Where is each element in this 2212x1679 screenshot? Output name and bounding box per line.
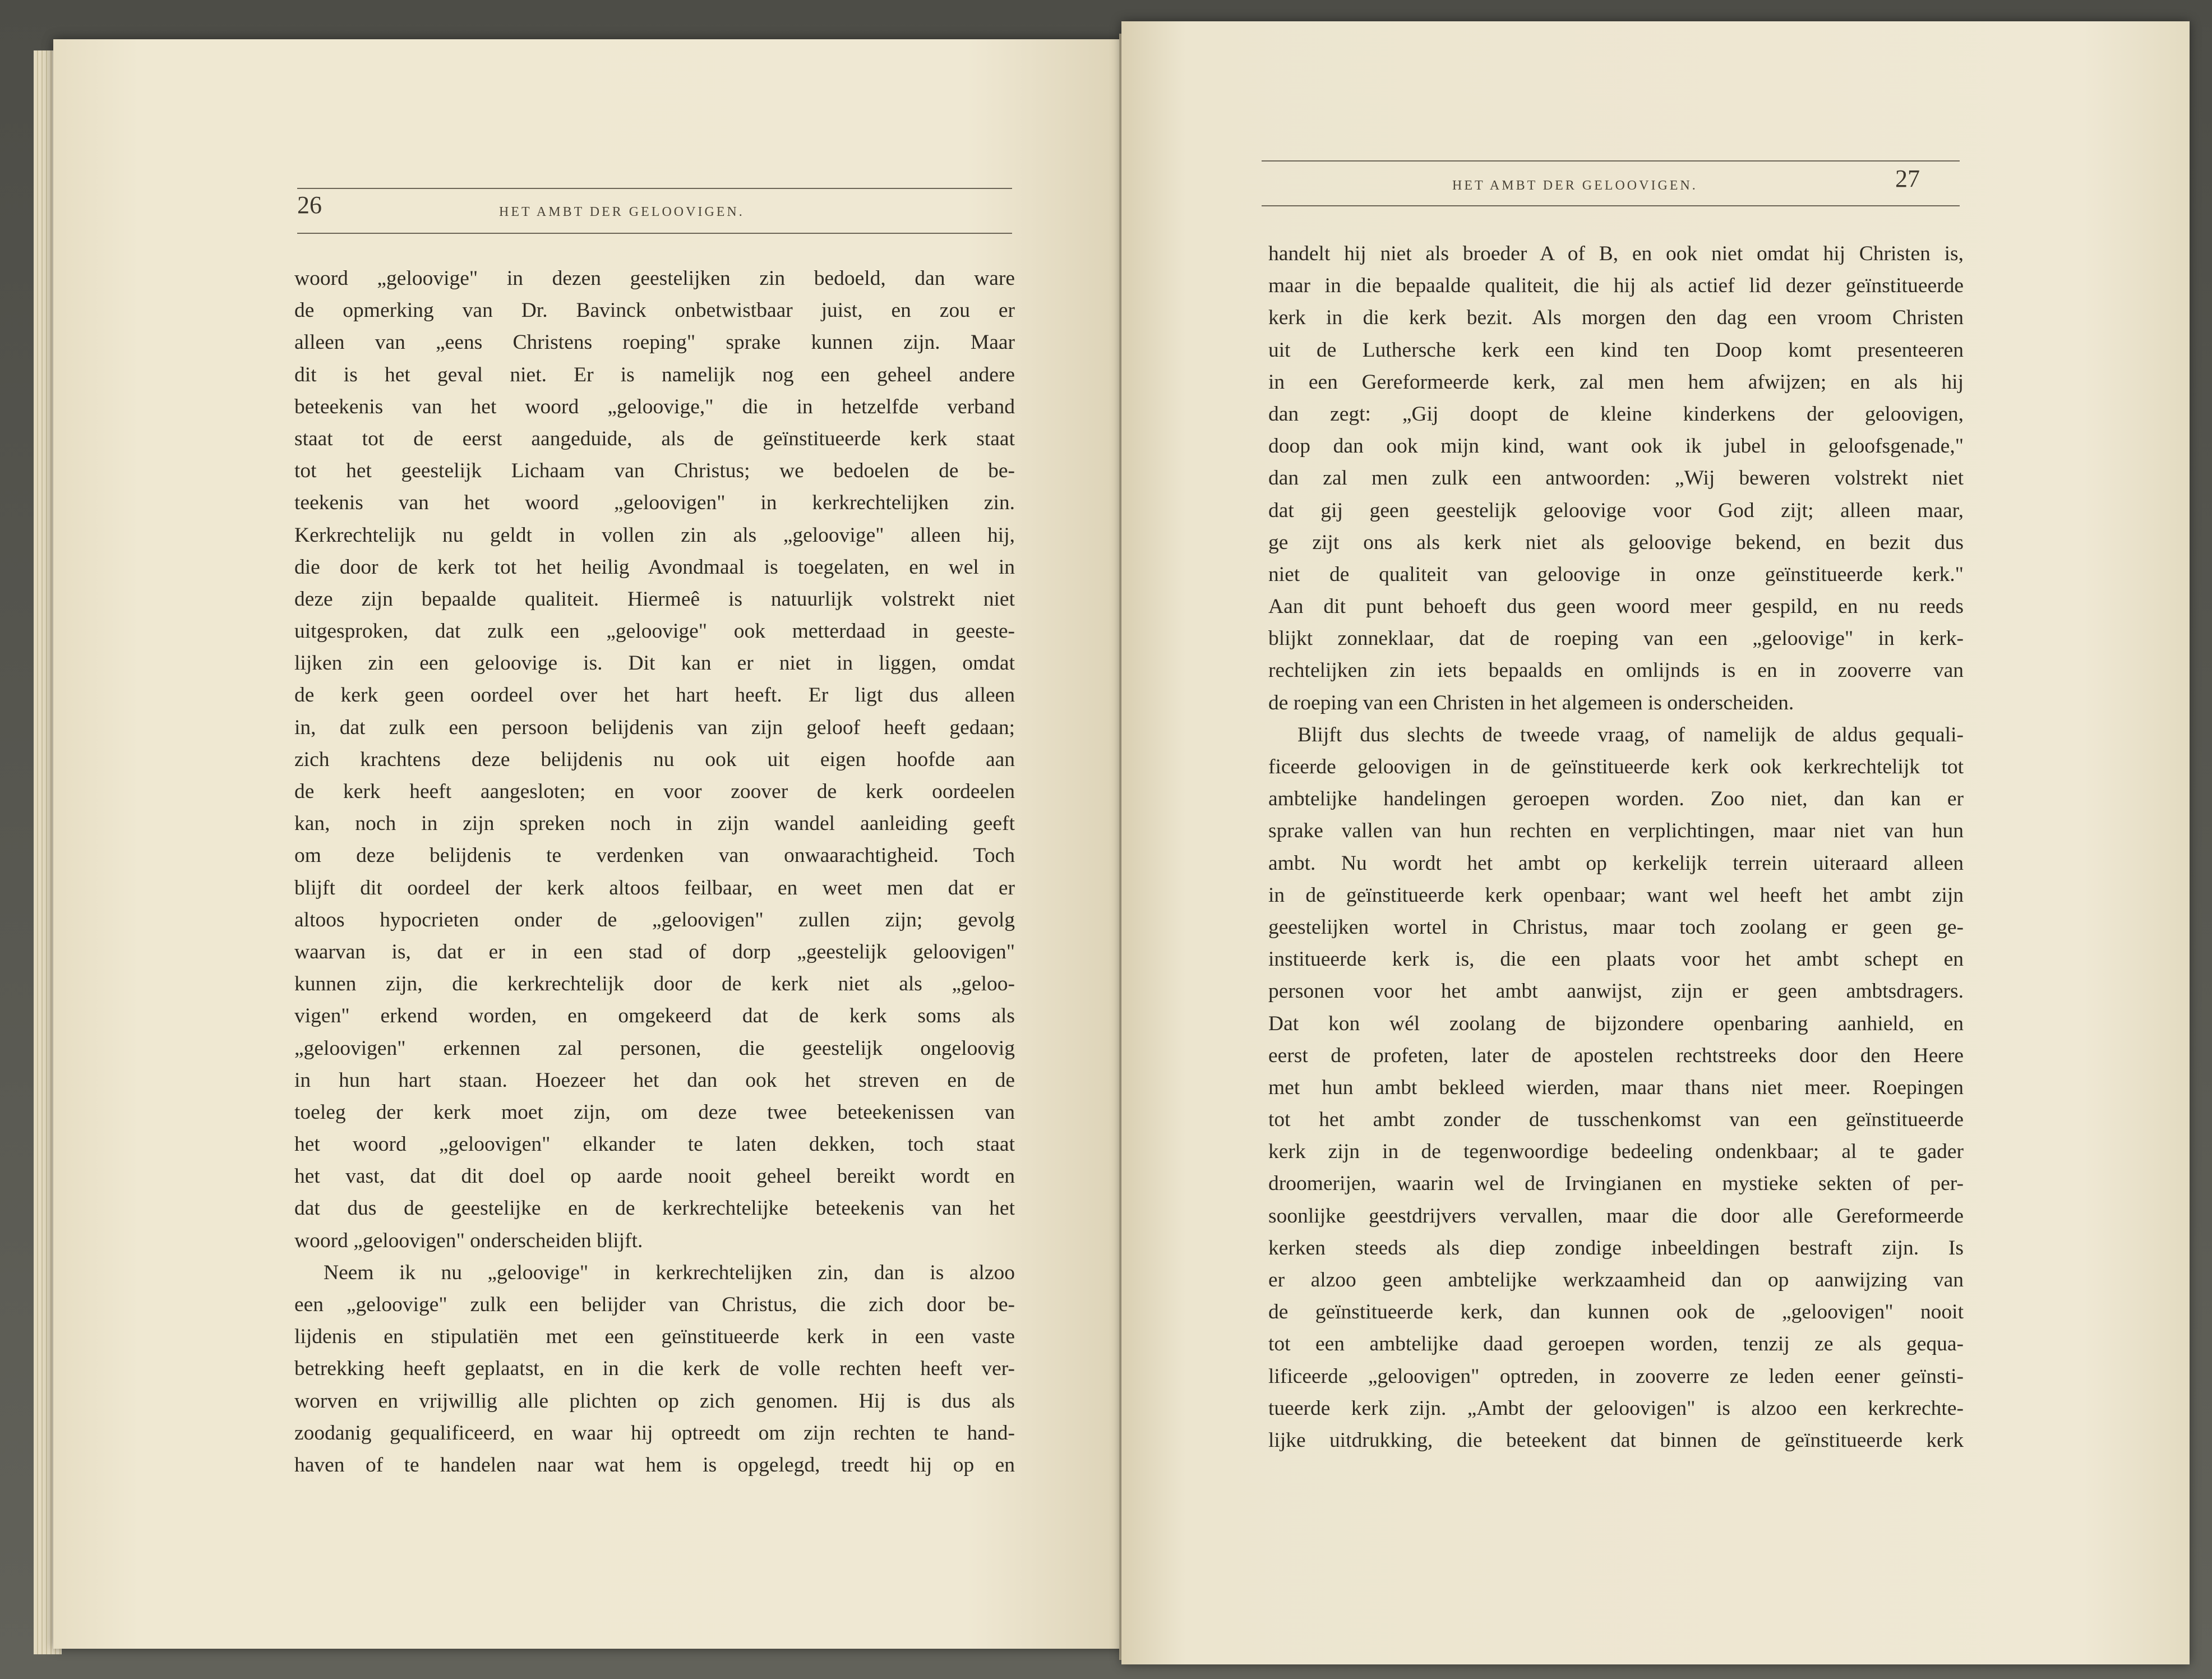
text-line: haven of te handelen naar wat hem is opgelegd, treedt hij op en bbox=[294, 1453, 1015, 1477]
text-line: toeleg der kerk moet zijn, om deze twee beteekenissen van bbox=[294, 1100, 1015, 1124]
text-line: dan zal men zulk een antwoorden: „Wij beweren volstrekt niet bbox=[1268, 467, 1964, 490]
text-line: staat tot de eerst aangeduide, als de geïnstitueerde kerk staat bbox=[294, 427, 1015, 450]
text-line: uit de Luthersche kerk een kind ten Doop komt presenteeren bbox=[1268, 338, 1964, 362]
text-line: in, dat zulk een persoon belijdenis van zijn geloof heeft gedaan; bbox=[294, 716, 1015, 739]
text-line: doop dan ook mijn kind, want ook ik jubel in geloofsgenade," bbox=[1268, 435, 1964, 458]
text-line: personen voor het ambt aanwijst, zijn er geen ambtsdragers. bbox=[1268, 980, 1964, 1003]
page-number: 27 bbox=[1895, 165, 1920, 192]
text-line: de kerk heeft aangesloten; en voor zoover de kerk oordeelen bbox=[294, 780, 1015, 803]
text-line: dan zegt: „Gij doopt de kleine kinderkens der geloovigen, bbox=[1268, 402, 1964, 426]
text-line: Kerkrechtelijk nu geldt in vollen zin als „geloovige" alleen hij, bbox=[294, 523, 1015, 547]
text-line: het woord „geloovigen" elkander te laten dekken, toch staat bbox=[294, 1133, 1015, 1156]
text-line: lificeerde „geloovigen" optreden, in zooverre ze leden eener geïnsti- bbox=[1268, 1364, 1964, 1388]
text-line: niet de qualiteit van geloovige in onze geïnstitueerde kerk." bbox=[1268, 562, 1964, 586]
text-line: ambtelijke handelingen geroepen worden. Zoo niet, dan kan er bbox=[1268, 787, 1964, 811]
text-line: waarvan is, dat er in een stad of dorp „geestelijk geloovigen" bbox=[294, 940, 1015, 963]
text-line: een „geloovige" zulk een belijder van Christus, die zich door be- bbox=[294, 1293, 1015, 1316]
running-head: HET AMBT DER GELOOVIGEN. bbox=[499, 205, 745, 219]
text-line: woord „geloovigen" onderscheiden blijft. bbox=[294, 1229, 643, 1252]
text-line: Neem ik nu „geloovige" in kerkrechtelijken zin, dan is alzoo bbox=[324, 1261, 1015, 1284]
header-rule-top bbox=[1262, 160, 1960, 162]
text-line: tot het geestelijk Lichaam van Christus; we bedoelen de be- bbox=[294, 459, 1015, 483]
text-line: zich krachtens deze belijdenis nu ook uit eigen hoofde aan bbox=[294, 748, 1015, 771]
text-line: kerk zijn in de tegenwoordige bedeeling ondenkbaar; al te gader bbox=[1268, 1140, 1964, 1164]
left-page bbox=[53, 39, 1129, 1649]
text-line: blijkt zonneklaar, dat de roeping van een „geloovige" in kerk- bbox=[1268, 627, 1964, 651]
text-line: ge zijt ons als kerk niet als geloovige bekend, en bezit dus bbox=[1268, 531, 1964, 554]
text-line: droomerijen, waarin wel de Irvingianen en mystieke sekten of per- bbox=[1268, 1172, 1964, 1196]
text-line: kan, noch in zijn spreken noch in zijn wandel aanleiding geeft bbox=[294, 812, 1015, 836]
text-line: uitgesproken, dat zulk een „geloovige" ook metterdaad in geeste- bbox=[294, 620, 1015, 643]
page-number: 26 bbox=[297, 191, 322, 219]
text-line: kerk in die kerk bezit. Als morgen den dag een vroom Christen bbox=[1268, 306, 1964, 330]
text-line: de kerk geen oordeel over het hart heeft. Er ligt dus alleen bbox=[294, 684, 1015, 707]
text-line: in een Gereformeerde kerk, zal men hem afwijzen; en als hij bbox=[1268, 370, 1964, 394]
text-line: eerst de profeten, later de apostelen rechtstreeks door den Heere bbox=[1268, 1044, 1964, 1067]
text-line: het vast, dat dit doel op aarde nooit geheel bereikt wordt en bbox=[294, 1165, 1015, 1188]
text-line: geestelijken wortel in Christus, maar toch zoolang er geen ge- bbox=[1268, 915, 1964, 939]
text-line: de geïnstitueerde kerk, dan kunnen ook de „geloovigen" nooit bbox=[1268, 1300, 1964, 1324]
text-line: dat dus de geestelijke en de kerkrechtelijke beteekenis van het bbox=[294, 1197, 1015, 1220]
text-line: alleen van „eens Christens roeping" sprake kunnen zijn. Maar bbox=[294, 331, 1015, 354]
text-line: altoos hypocrieten onder de „geloovigen" zullen zijn; gevolg bbox=[294, 908, 1015, 931]
text-line: tot een ambtelijke daad geroepen worden, tenzij ze als gequa- bbox=[1268, 1332, 1964, 1356]
text-line: die door de kerk tot het heilig Avondmaal is toegelaten, en wel in bbox=[294, 555, 1015, 579]
text-line: kunnen zijn, die kerkrechtelijk door de kerk niet als „geloo- bbox=[294, 972, 1015, 996]
text-line: de opmerking van Dr. Bavinck onbetwistbaar juist, en zou er bbox=[294, 299, 1015, 322]
text-line: Dat kon wél zoolang de bijzondere openbaring aanhield, en bbox=[1268, 1012, 1964, 1035]
text-line: in de geïnstitueerde kerk openbaar; want wel heeft het ambt zijn bbox=[1268, 883, 1964, 907]
text-line: vigen" erkend worden, en omgekeerd dat de kerk soms als bbox=[294, 1004, 1015, 1028]
header-rule-bottom bbox=[297, 233, 1012, 234]
text-line: kerken steeds als diep zondige inbeeldingen bestraft zijn. Is bbox=[1268, 1236, 1964, 1260]
text-line: in hun hart staan. Hoezeer het dan ook het streven en de bbox=[294, 1068, 1015, 1092]
text-line: de roeping van een Christen in het algemeen is onderscheiden. bbox=[1268, 691, 1794, 714]
text-line: institueerde kerk is, die een plaats voor het ambt schept en bbox=[1268, 948, 1964, 971]
running-head: HET AMBT DER GELOOVIGEN. bbox=[1452, 178, 1698, 193]
text-line: beteekenis van het woord „geloovige," die in hetzelfde verband bbox=[294, 395, 1015, 418]
text-line: lijken zin een geloovige is. Dit kan er niet in liggen, omdat bbox=[294, 652, 1015, 675]
left-body-text bbox=[294, 262, 1015, 1481]
text-line: tueerde kerk zijn. „Ambt der geloovigen" is alzoo een kerkrechte- bbox=[1268, 1396, 1964, 1420]
text-line: met hun ambt bekleed wierden, maar thans niet meer. Roepingen bbox=[1268, 1076, 1964, 1099]
text-line: sprake vallen van hun rechten en verplichtingen, maar niet van hun bbox=[1268, 819, 1964, 843]
header-rule-top bbox=[297, 188, 1012, 189]
text-line: er alzoo geen ambtelijke werkzaamheid dan op aanwijzing van bbox=[1268, 1269, 1964, 1291]
text-line: lijke uitdrukking, die beteekent dat binnen de geïnstitueerde kerk bbox=[1268, 1428, 1964, 1452]
text-line: „geloovigen" erkennen zal personen, die geestelijk ongeloovig bbox=[294, 1036, 1015, 1060]
text-line: woord „geloovige" in dezen geestelijken zin bedoeld, dan ware bbox=[294, 267, 1015, 290]
text-line: Aan dit punt behoeft dus geen woord meer gespild, en nu reeds bbox=[1268, 595, 1964, 619]
text-line: maar in die bepaalde qualiteit, die hij als actief lid dezer geïnstitueerde bbox=[1268, 274, 1964, 298]
text-line: Blijft dus slechts de tweede vraag, of namelijk de aldus gequali- bbox=[1297, 723, 1964, 746]
text-line: deze zijn bepaalde qualiteit. Hiermeê is natuurlijk volstrekt niet bbox=[294, 587, 1015, 611]
text-line: blijft dit oordeel der kerk altoos feilbaar, en weet men dat er bbox=[294, 876, 1015, 900]
text-line: tot het ambt zonder de tusschenkomst van een geïnstitueerde bbox=[1268, 1108, 1964, 1132]
text-line: worven en vrijwillig alle plichten op zich genomen. Hij is dus als bbox=[294, 1389, 1015, 1413]
text-line: om deze belijdenis te verdenken van onwaarachtigheid. Toch bbox=[294, 844, 1015, 868]
right-page bbox=[1121, 21, 2190, 1664]
right-body-text bbox=[1268, 238, 1964, 1456]
header-rule-bottom bbox=[1262, 205, 1960, 206]
text-line: lijdenis en stipulatiën met een geïnstitueerde kerk in een vaste bbox=[294, 1325, 1015, 1349]
text-line: zoodanig gequalificeerd, en waar hij optreedt om zijn rechten te hand- bbox=[294, 1421, 1015, 1445]
text-line: rechtelijken zin iets bepaalds en omlijnds is en in zooverre van bbox=[1268, 659, 1964, 682]
text-line: teekenis van het woord „geloovigen" in kerkrechtelijken zin. bbox=[294, 491, 1015, 515]
text-line: soonlijke geestdrijvers vervallen, maar die door alle Gereformeerde bbox=[1268, 1204, 1964, 1228]
text-line: dit is het geval niet. Er is namelijk nog een geheel andere bbox=[294, 363, 1015, 386]
text-line: handelt hij niet als broeder A of B, en ook niet omdat hij Christen is, bbox=[1268, 242, 1964, 265]
text-line: ficeerde geloovigen in de geïnstitueerde kerk ook kerkrechtelijk tot bbox=[1268, 755, 1964, 778]
text-line: dat gij geen geestelijk geloovige voor God zijt; alleen maar, bbox=[1268, 499, 1964, 522]
text-line: ambt. Nu wordt het ambt op kerkelijk terrein uiteraard alleen bbox=[1268, 851, 1964, 875]
text-line: betrekking heeft geplaatst, en in die kerk de volle rechten heeft ver- bbox=[294, 1357, 1015, 1381]
